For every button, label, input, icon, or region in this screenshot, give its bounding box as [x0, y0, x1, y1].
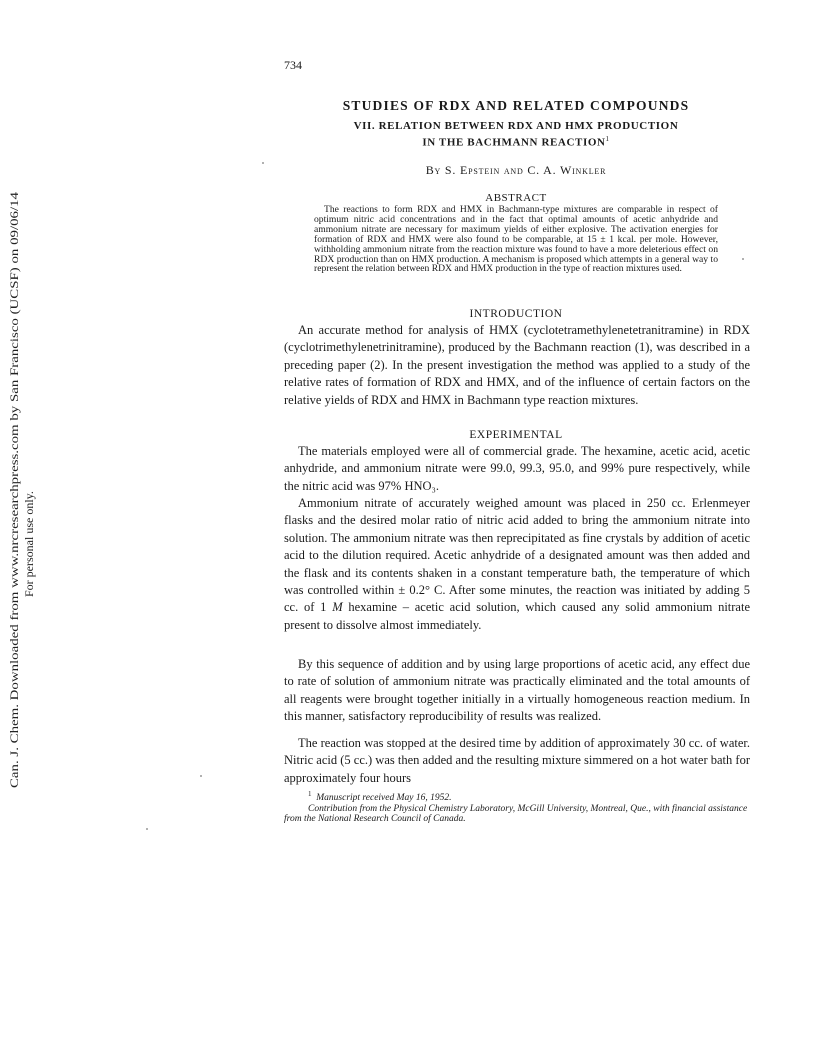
subtitle-footnote-mark: 1: [605, 135, 610, 143]
abstract-text: The reactions to form RDX and HMX in Bachmann-type mixtures are comparable in respect of optimum nitric acid concentrations and in the fact that optimal amounts of acetic anhydride and ammonium nitrate are necessary for maximum yields of either explosive. The activation energies for formation of RDX and HMX were also found to be comparable, at 15 ± 1 kcal. per mole. However, withholding ammonium nitrate from the reaction mixture was found to have a more deleterious effect on RDX production than on HMX production. A mechanism is proposed which attempts in a general way to represent the relation between RDX and HMX production in the type of reaction mixtures used.: [314, 204, 718, 275]
experimental-paragraph-4: The reaction was stopped at the desired time by addition of approximately 30 cc. of water. Nitric acid (5 cc.) was then added and the resulting mixture simmered on a hot water bath for approximately four hours: [284, 736, 750, 785]
experimental-paragraph-2-part-2: hexamine – acetic acid solution, which caused any solid ammonium nitrate present to dissolve almost immediately.: [284, 600, 750, 632]
subtitle-line-2-text: IN THE BACHMANN REACTION: [422, 136, 606, 149]
footnote-contribution: Contribution from the Physical Chemistry Laboratory, McGill University, Montreal, Que., with financial assistance from the National Research Council of Canada.: [284, 803, 748, 825]
side-watermark-line-1: Can. J. Chem. Downloaded from www.nrcresearchpress.com by San Francisco (UCSF) on 09/06/14: [7, 307, 21, 788]
subtitle-line-2: [282, 133, 750, 150]
introduction-paragraph: An accurate method for analysis of HMX (cyclotetramethylenetetranitramine) in RDX (cyclotrimethylenetrinitramine), produced by the Bachmann reaction (1), was described in a preceding paper (2). In the present investigation the method was applied to a study of the relative rates of formation of RDX and HMX, and of the influence of certain factors on the relative yields of RDX and HMX in Bachmann type reaction mixtures.: [284, 323, 750, 407]
paper-subtitle: [282, 120, 750, 150]
introduction-heading: INTRODUCTION: [469, 308, 563, 320]
authors: By S. Epstein and C. A. Winkler: [425, 162, 607, 177]
title-block: [282, 98, 750, 178]
footnote-received-text: Manuscript received May 16, 1952.: [316, 793, 452, 804]
page-number: 734: [284, 58, 302, 72]
side-watermark-svg: [4, 190, 44, 790]
experimental-paragraph-2-part-1: Ammonium nitrate of accurately weighed amount was placed in 250 cc. Erlenmeyer flasks and the desired molar ratio of nitric acid added to bring the ammonium nitrate into solution. The ammonium nitrate was then reprecipitated as fine crystals by addition of acetic acid to the dilution required. Acetic anhydride of a designated amount was then added and the flask and its contents shaken in a constant temperature bath, the temperature of which was controlled within ± 0.2° C. After some minutes, the reaction was initiated by adding 5 cc. of 1: [284, 496, 750, 615]
scan-speck: [146, 828, 148, 830]
experimental-paragraph-3: By this sequence of addition and by using large proportions of acetic acid, any effect due to rate of solution of ammonium nitrate was practically eliminated and the total amounts of all reagents were brought together initially in a virtually homogeneous reaction medium. In this manner, satisfactory reproducibility of results was realized.: [284, 657, 750, 724]
abstract-heading: ABSTRACT: [485, 192, 547, 204]
scan-speck: [742, 258, 744, 260]
experimental-paragraph-2: [284, 495, 750, 634]
paper-title: STUDIES OF RDX AND RELATED COMPOUNDS: [342, 98, 690, 113]
experimental-heading: EXPERIMENTAL: [469, 429, 563, 441]
side-watermark-line-2: For personal use only.: [22, 491, 36, 597]
footnote-received: [284, 789, 750, 804]
footnotes: [284, 789, 750, 825]
experimental-paragraph-1: The materials employed were all of commercial grade. The hexamine, acetic acid, acetic anhydride, and ammonium nitrate were 99.0, 99.3, 95.0, and 99% pure respectively, while the nitric acid was 97% HNO₃.: [284, 444, 750, 493]
side-watermark: [4, 190, 44, 790]
scan-speck: [200, 775, 202, 777]
subtitle-line-1: VII. RELATION BETWEEN RDX AND HMX PRODUCTION: [353, 120, 679, 132]
footnote-mark: 1: [308, 790, 312, 798]
scan-speck: [262, 162, 264, 164]
molarity-symbol: M: [332, 600, 343, 615]
